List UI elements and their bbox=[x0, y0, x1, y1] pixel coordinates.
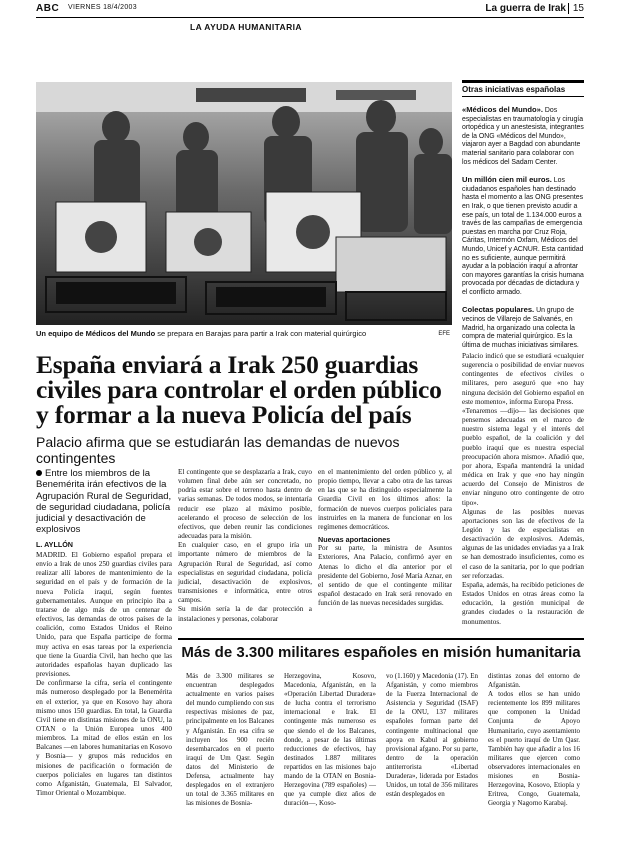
sidebar-box bbox=[462, 80, 584, 350]
sidebar-item-text: Los ciudadanos españoles han destinado hasta el momento a las ONG presentes en Irak, o que tienen previsto acudir a ese país, un total de 1.134.000 euros a través de las campañas de emergencia puestas en marcha por Cruz Roja, Cáritas, Intermón Oxfam, Médicos del Mundo, Unicef y ACNUR. Esta cantidad no es suficiente, aunque permitirá ayudar a la población iraquí a afrontar con mayores garantías la crisis humana provocada por décadas de dictadura y el conflicto armado. bbox=[462, 177, 584, 296]
sidebar-item-head: Un millón cien mil euros. bbox=[462, 175, 552, 185]
body-column-3 bbox=[318, 468, 452, 608]
issue-date: VIERNES 18/4/2003 bbox=[68, 4, 137, 11]
box-column-3: vo (1.160) y Macedonia (17). En Afganistán, y como miembros de la Fuerza Internacional de Asistencia y Seguridad (ISAF) de la ONU, 137 militares españoles forman parte del contingente multinacional que apoya en Kabul al gobierno provisional afgano. Por su parte, dentro de la operación antiterrorista «Libertad Duradera», liderada por Estados Unidos, un total de 356 militares están desplegados en bbox=[386, 672, 478, 799]
photo-illustration bbox=[36, 82, 452, 325]
section-title: La guerra de Irak bbox=[485, 3, 566, 14]
section-kicker: LA AYUDA HUMANITARIA bbox=[190, 22, 302, 32]
box-title: Más de 3.300 militares españoles en misión humanitaria bbox=[181, 644, 581, 661]
body-column-4: Palacio indicó que se estudiará «cualquier sugerencia o posibilidad de enviar nuevos contingentes de efectivos civiles o militares, pero aseguró que «no hay ninguna decisión del Gobierno español en este momento», informa Europa Press. «Tenaremos —dijo— las decisiones que pensemos adecuadas en el marco de nuestro sistema legal y el interés del pueblo español, de la coalición y del pueblo iraquí que es nuestra especial preocupación ahora mismo». Añadió que, por ahora, España mantendrá la unidad médica en Irak y que «no hay ningún acuerdo del Consejo de Ministros de enviar ninguno otro contingente de otro tipo». Algunas de las posibles nuevas aportaciones son las de efectivos de la Legión y las de especialistas en desactivación de explosivos. Además, algunas de las unidades enviadas ya a Irak se han demostrado insuficientes, como es el caso de la sanitaria, por lo que podrían ser reforzadas. España, además, ha recibido peticiones de Estados Unidos en otras áreas como la educación, la gestión municipal de grandes ciudades o la restauración de monumentos. bbox=[462, 352, 584, 626]
column-text: en el mantenimiento del orden público y, al propio tiempo, llevar a cabo otra de las tareas en las que se ha distinguido especialmente la Guardia Civil en los últimos años: la formación de nuevos cuerpos policiales para instruirles en la manera de funcionar en los regímenes democráticos. bbox=[318, 468, 452, 531]
article-subhead: Palacio afirma que se estudiarán las demandas de nuevos contingentes bbox=[36, 434, 400, 466]
column-subheading: Nuevas aportaciones bbox=[318, 535, 391, 545]
lead-text: Entre los miembros de la Benemérita irán efectivos de la Agrupación Rural de Seguridad, de seguridad ciudadana, policía judicial y desactivación de explosivos bbox=[36, 468, 172, 536]
caption-lead: Un equipo de Médicos del Mundo bbox=[36, 329, 156, 338]
article-lead bbox=[36, 468, 172, 536]
article-byline: L. AYLLÓN bbox=[36, 540, 74, 549]
sidebar-item bbox=[462, 106, 584, 167]
column-text: Por su parte, la ministra de Asuntos Exteriores, Ana Palacio, confirmó ayer en Atenas lo dicho el día anterior por el presidente del Gobierno, José María Aznar, en el sentido de que el contingente militar español destacado en Irak será renovado en función de las nuevas necesidades surgidas. bbox=[318, 544, 452, 608]
body-column-2: El contingente que se desplazaría a Irak, cuyo volumen final debe aún ser concretado, no podría estar sobre el terreno hasta dentro de varias semanas. De todos modos, se intentaría reducir ese plazo al máximo posible, acelerando el proceso de selección de los efectivos, que deben reunir las condiciones adecuadas para la misión. En cualquier caso, en el grupo iría un importante número de miembros de la Agrupación Rural de Seguridad, así como especialistas en seguridad ciudadana, policía judicial, desactivación de explosivos, transmisiones e informática, entre otros campos. Su misión sería la de dar protección a instalaciones y personas, colaborar bbox=[178, 468, 312, 623]
body-column-1: MADRID. El Gobierno español prepara el envío a Irak de unos 250 guardias civiles para realizar allí labores de mantenimiento de la seguridad en el país y de formación de la nueva Policía iraquí, según fuentes gubernamentales. Aunque en principio iba a tratarse de algo más de un centenar de efectivos, las demandas de otros países de la coalición, como Estados Unidos el Reino Unido, para que España participe de forma muy activa en esas tareas por la experiencia que tiene la Guardia Civil, han hecho que las autoridades españolas hayan duplicado las previsiones. De confirmarse la cifra, sería el contingente más numeroso desplegado por la Benemérita en el exterior, ya que en Kosovo hay ahora mismo unos 150 guardias. En total, la Guardia Civil tiene en distintas misiones de la ONU, la OTAN o la Unión Europea unos 400 miembros. La mitad de ellos están en los Balcanes —en labores humanitarias en Kosovo y Bosnia— y grupos más reducidos en misiones de pacificación o formación de cuerpos policiales en lugares tan distintos como Afganistán, Guatemala, El Salvador, Timor Oriental o Mozambique. bbox=[36, 551, 172, 798]
article-headline: España enviará a Irak 250 guardias civiles para controlar el orden público y formar a la nueva Policía del país bbox=[36, 350, 442, 429]
photo-credit: EFE bbox=[438, 331, 450, 337]
sidebar-item-head: «Médicos del Mundo». bbox=[462, 105, 544, 114]
page-number: 15 bbox=[568, 3, 584, 14]
publication-name: ABC bbox=[36, 3, 60, 14]
box-column-1: Más de 3.300 militares se encuentran desplegados actualmente en varios países del mundo cumpliendo con sus respectivas misiones de paz, principalmente en los Balcanes y Afganistán. En esa cifra se incluyen los 900 recién desembarcados en el puerto iraquí de Um Qasr. Según datos del Ministerio de Defensa, actualmente hay desplegados en el extranjero un total de 3.365 militares en las misiones de Bosnia- bbox=[186, 672, 274, 808]
sidebar-item bbox=[462, 306, 584, 350]
sidebar-title: Otras iniciativas españolas bbox=[462, 80, 584, 97]
page-header bbox=[36, 3, 584, 18]
related-box bbox=[178, 638, 584, 848]
sidebar-item-head: Colectas populares. bbox=[462, 305, 535, 315]
sidebar-item bbox=[462, 176, 584, 297]
photo-caption bbox=[36, 329, 452, 339]
news-photo bbox=[36, 82, 452, 325]
box-column-2: Herzegovina, Kosovo, Macedonia, Afganistán, en la «Operación Libertad Duradera» de lucha contra el terrorismo internacional e Irak. El contingente más numeroso es que siendo el de los Balcanes, donde, a pesar de las últimas reducciones de efectivos, hay destinados 1.887 militares repartidos en las misiones bajo mando de la OTAN en Bosnia-Herzegovina (789 españoles) —que ya cumple diez años de duración—, Koso- bbox=[284, 672, 376, 808]
box-column-4: distintas zonas del entorno de Afganistán. A todos ellos se han unido recientemente los 899 militares que componen la Unidad Conjunta de Apoyo Humanitario, cuyo asentamiento es el puerto iraquí de Um Qasr. También hay que añadir a los 16 militares que ejercen como observadores internacionales en misiones en Bosnia-Herzegovina, Kosovo, Etiopía y Eritrea, Congo, Guatemala, Georgia y Nagorno Karabaj. bbox=[488, 672, 580, 808]
sidebar-item-text: Dos especialistas en traumatología y cirugía ortopédica y un anestesista, integrantes de la ONG «Médicos del Mundo», viajaron ayer a Bagdad con abundante material sanitario para colaborar con los médicos del Sadam Center. bbox=[462, 107, 584, 166]
sidebar-item-text: Un grupo de vecinos de Villarejo de Salvanés, en Madrid, ha organizado una colecta la compra de material quirúrgico. Es la última de muchas iniciativas similares. bbox=[462, 307, 579, 349]
caption-text: se prepara en Barajas para partir a Irak con material quirúrgico bbox=[155, 329, 367, 338]
bullet-icon bbox=[36, 470, 42, 476]
